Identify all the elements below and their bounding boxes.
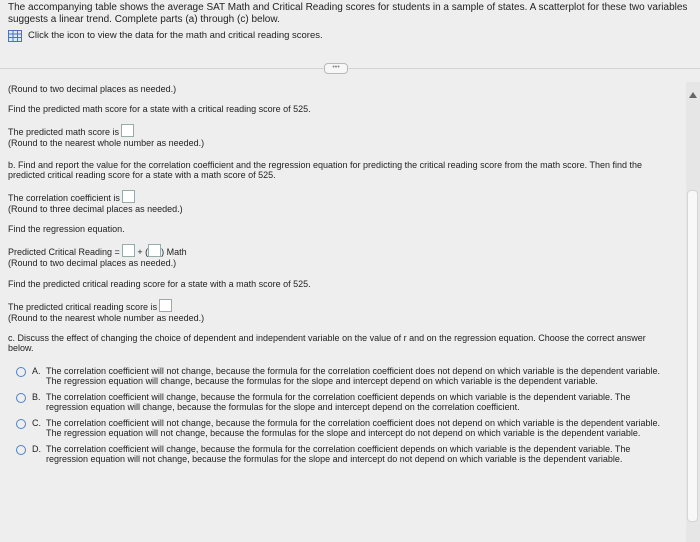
option-b-text[interactable]: The correlation coefficient will change, because the formula for the correlation coefficient depends on which variable is the dependent variable. The regression equation will change, because the formulas for the slope and intercept depend on the correlation coefficient.	[46, 392, 631, 412]
option-a-text[interactable]: The correlation coefficient will not change, because the formula for the correlation coefficient does not depend on which variable is the dependent variable. The regression equation will change, because the formulas for the slope and intercept depend on which variable is the dependent variable.	[46, 366, 661, 386]
paren-close: )	[161, 247, 165, 257]
intercept-input[interactable]	[122, 244, 135, 257]
round-three-note: (Round to three decimal places as needed.)	[8, 204, 183, 214]
equation-lhs: Predicted Critical Reading =	[8, 247, 120, 257]
predicted-math-label: The predicted math score is	[8, 127, 120, 137]
data-link[interactable]	[8, 30, 692, 42]
predicted-critical-input[interactable]	[159, 299, 172, 312]
correlation-label: The correlation coefficient is	[8, 193, 120, 203]
part-a-answer-row	[8, 124, 668, 138]
plus-sign: +	[137, 247, 143, 257]
option-a-letter: A.	[32, 366, 41, 376]
radio-button-d[interactable]	[16, 445, 26, 455]
correlation-row	[8, 190, 668, 204]
part-a-question: Find the predicted math score for a state with a critical reading score of 525.	[8, 104, 311, 114]
radio-button-a[interactable]	[16, 367, 26, 377]
option-a[interactable]	[8, 366, 668, 386]
option-c[interactable]	[8, 418, 668, 438]
intro-section	[8, 2, 692, 42]
math-label: Math	[166, 247, 187, 257]
round-two-note: (Round to two decimal places as needed.)	[8, 258, 177, 268]
intro-paragraph: The accompanying table shows the average SAT Math and Critical Reading scores for students in a sample of states. A scatterplot for these two variables suggests a linear trend. Complete parts (a) through (c) below.	[8, 2, 688, 25]
option-b-letter: B.	[32, 392, 41, 402]
predicted-math-input[interactable]	[121, 124, 134, 137]
option-c-text[interactable]: The correlation coefficient will not change, because the formula for the correlation coefficient does not depend on which variable is the dependent variable. The regression equation will not change, because the formulas for the slope and intercept do not depend on which variable is the dependent variable.	[46, 418, 661, 438]
data-link-text[interactable]: Click the icon to view the data for the math and critical reading scores.	[28, 30, 323, 41]
round-note-a2: (Round to the nearest whole number as needed.)	[8, 138, 205, 148]
round-whole-note: (Round to the nearest whole number as needed.)	[8, 313, 205, 323]
predicted-critical-row	[8, 299, 668, 313]
part-c-question: c. Discuss the effect of changing the choice of dependent and independent variable on the value of r and on the regression equation. Choose the correct answer below.	[8, 333, 646, 353]
correlation-input[interactable]	[122, 190, 135, 203]
part-b-question: b. Find and report the value for the correlation coefficient and the regression equation for predicting the critical reading score from the math score. Then find the predicted critical reading score for a state with a math score of 525.	[8, 160, 643, 180]
option-d-letter: D.	[32, 444, 41, 454]
paren-open: (	[145, 247, 149, 257]
question-content	[8, 84, 668, 470]
table-icon[interactable]	[8, 30, 22, 42]
option-b[interactable]	[8, 392, 668, 412]
find-predicted-text: Find the predicted critical reading score for a state with a math score of 525.	[8, 279, 311, 289]
scrollbar-thumb[interactable]	[687, 190, 698, 522]
section-divider	[0, 68, 700, 69]
expand-dots-icon[interactable]: •••	[324, 63, 348, 74]
regression-equation	[8, 244, 668, 258]
answer-options	[8, 366, 668, 464]
chevron-up-icon[interactable]	[689, 92, 697, 98]
round-note-a1: (Round to two decimal places as needed.)	[8, 84, 177, 94]
option-d[interactable]	[8, 444, 668, 464]
predicted-critical-label: The predicted critical reading score is	[8, 302, 158, 312]
radio-button-b[interactable]	[16, 393, 26, 403]
slope-input[interactable]	[148, 244, 161, 257]
option-d-text[interactable]: The correlation coefficient will change, because the formula for the correlation coefficient depends on which variable is the dependent variable. The regression equation will not change, because the formulas for the slope and intercept do not depend on which variable is the dependent variable.	[46, 444, 631, 464]
find-regression-text: Find the regression equation.	[8, 224, 125, 234]
option-c-letter: C.	[32, 418, 41, 428]
radio-button-c[interactable]	[16, 419, 26, 429]
